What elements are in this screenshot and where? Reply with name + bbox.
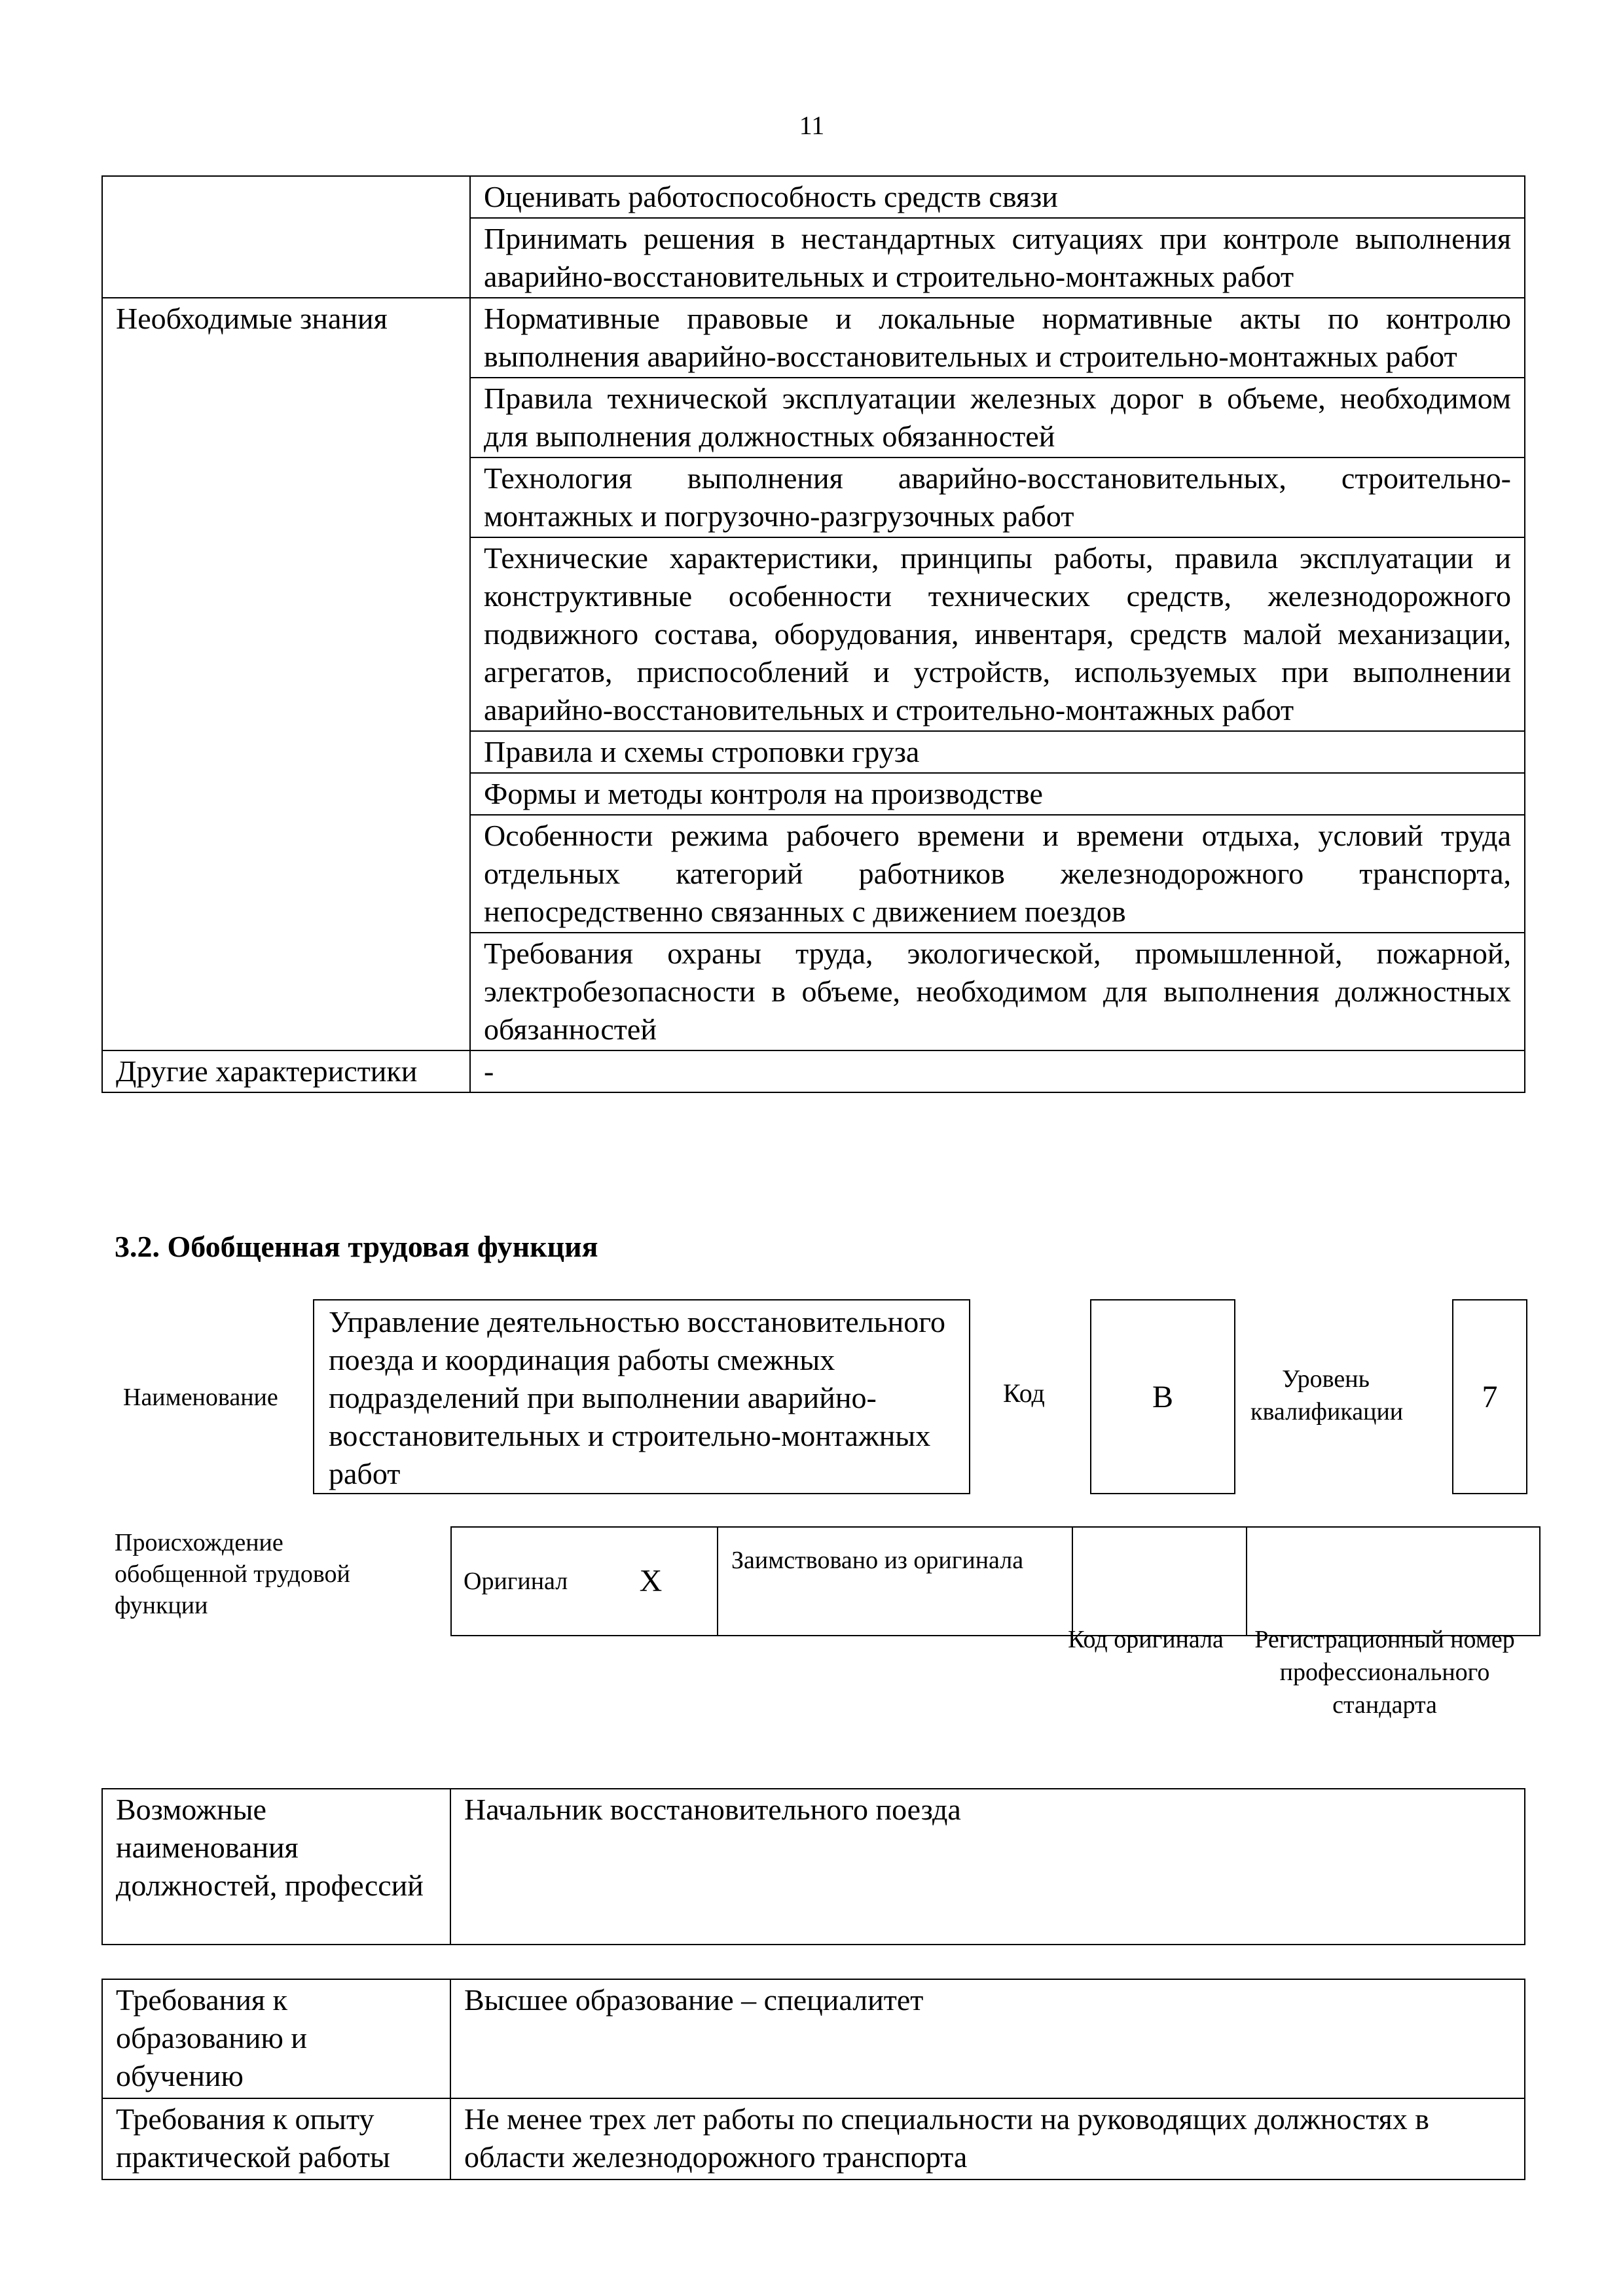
education-value: Высшее образование – специалитет	[450, 1979, 1525, 2098]
borrowed-label: Заимствовано из оригинала	[718, 1527, 1072, 1636]
requirements-table	[101, 1979, 1525, 2180]
row-label-knowledge: Необходимые знания	[102, 298, 470, 1050]
code-original-caption: Код оригинала	[1068, 1626, 1224, 1653]
reg-number-cell	[1247, 1527, 1540, 1636]
positions-label: Возможные наименования должностей, профессий	[102, 1789, 450, 1945]
original-mark: X	[585, 1527, 718, 1636]
code-label: Код	[1003, 1378, 1045, 1408]
experience-label: Требования к опыту практической работы	[102, 2098, 450, 2179]
row-label-other: Другие характеристики	[102, 1050, 470, 1092]
table-cell: Правила технической эксплуатации железных дорог в объеме, необходимом для выполнения должностных обязанностей	[470, 378, 1525, 457]
table-cell: Требования охраны труда, экологической, промышленной, пожарной, электробезопасности в объеме, необходимом для выполнения должностных обязанностей	[470, 933, 1525, 1050]
section-heading: 3.2. Обобщенная трудовая функция	[115, 1230, 598, 1263]
table-cell: Принимать решения в нестандартных ситуациях при контроле выполнения аварийно-восстановительных и строительно-монтажных работ	[470, 218, 1525, 298]
origin-label-text: Происхождение обобщенной трудовой функции	[115, 1529, 350, 1619]
experience-value: Не менее трех лет работы по специальности на руководящих должностях в области железнодорожного транспорта	[450, 2098, 1525, 2179]
code-original-cell	[1072, 1527, 1247, 1636]
original-label: Оригинал	[451, 1527, 585, 1636]
table-cell: Оценивать работоспособность средств связи	[470, 176, 1525, 218]
table-cell: Технические характеристики, принципы работы, правила эксплуатации и конструктивные особенности технических средств, железнодорожного подвижного состава, оборудования, инвентаря, средств малой механизации, агрегатов, приспособлений и устройств, используемых при выполнении аварийно-восстановительных и строительно-монтажных работ	[470, 537, 1525, 731]
name-label: Наименование	[123, 1384, 278, 1411]
table-row	[102, 298, 1525, 378]
table-row	[102, 176, 1525, 218]
positions-table	[101, 1788, 1525, 1945]
table-cell: Формы и методы контроля на производстве	[470, 773, 1525, 815]
table-row	[451, 1527, 1540, 1636]
page-number: 11	[799, 111, 825, 140]
table-cell: Правила и схемы строповки груза	[470, 731, 1525, 773]
table-row	[102, 2098, 1525, 2179]
table-cell: -	[470, 1050, 1525, 1092]
table-row	[102, 1050, 1525, 1092]
origin-table	[450, 1526, 1541, 1636]
row-label	[102, 176, 470, 298]
knowledge-table	[101, 175, 1525, 1093]
code-value-box: B	[1090, 1299, 1235, 1494]
positions-value: Начальник восстановительного поезда	[450, 1789, 1525, 1945]
function-name-box: Управление деятельностью восстановительного поезда и координация работы смежных подразделений при выполнении аварийно-восстановительных и строительно-монтажных работ	[313, 1299, 970, 1494]
table-row	[102, 1979, 1525, 2098]
table-cell: Технология выполнения аварийно-восстановительных, строительно-монтажных и погрузочно-разгрузочных работ	[470, 457, 1525, 537]
table-row	[102, 1789, 1525, 1945]
table-cell: Нормативные правовые и локальные нормативные акты по контролю выполнения аварийно-восстановительных и строительно-монтажных работ	[470, 298, 1525, 378]
table-cell: Особенности режима рабочего времени и времени отдыха, условий труда отдельных категорий работников железнодорожного транспорта, непосредственно связанных с движением поездов	[470, 815, 1525, 933]
education-label: Требования к образованию и обучению	[102, 1979, 450, 2098]
qualification-level-label: Уровень квалификации	[1250, 1365, 1404, 1426]
qualification-level-box: 7	[1452, 1299, 1527, 1494]
reg-number-caption: Регистрационный номер профессионального стандарта	[1254, 1626, 1515, 1719]
origin-label	[115, 1527, 403, 1621]
